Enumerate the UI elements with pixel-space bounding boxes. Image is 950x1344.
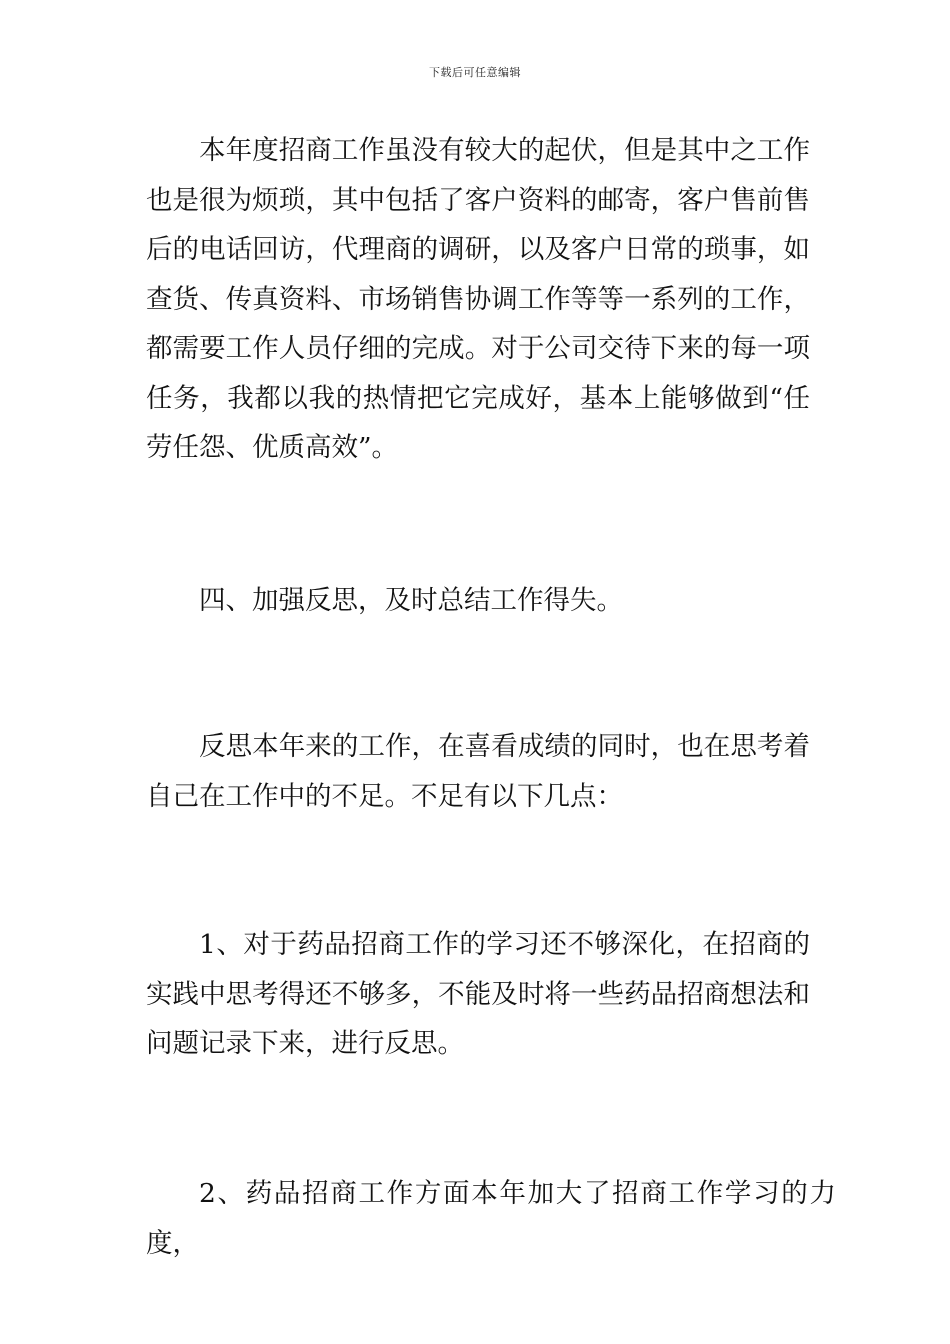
- paragraph: 本年度招商工作虽没有较大的起伏，但是其中之工作也是很为烦琐，其中包括了客户资料的邮寄，客户售前售后的电话回访，代理商的调研，以及客户日常的琐事，如查货、传真资料、市场销售协调工作等等一系列的工作，都需要工作人员仔细的完成。对于公司交待下来的每一项任务，我都以我的热情把它完成好，基本上能够做到“任劳任怨、优质高效”。: [146, 135, 810, 463]
- page-header: 下载后可任意编辑: [429, 66, 521, 79]
- list-item: 1、对于药品招商工作的学习还不够深化，在招商的实践中思考得还不够多，不能及时将一些药品招商想法和问题记录下来，进行反思。: [146, 929, 810, 1059]
- section-heading: 四、加强反思，及时总结工作得失。: [199, 585, 623, 616]
- paragraph: 反思本年来的工作，在喜看成绩的同时，也在思考着自己在工作中的不足。不足有以下几点：: [146, 731, 810, 812]
- list-item: 2、药品招商工作方面本年加大了招商工作学习的力度，: [146, 1178, 836, 1259]
